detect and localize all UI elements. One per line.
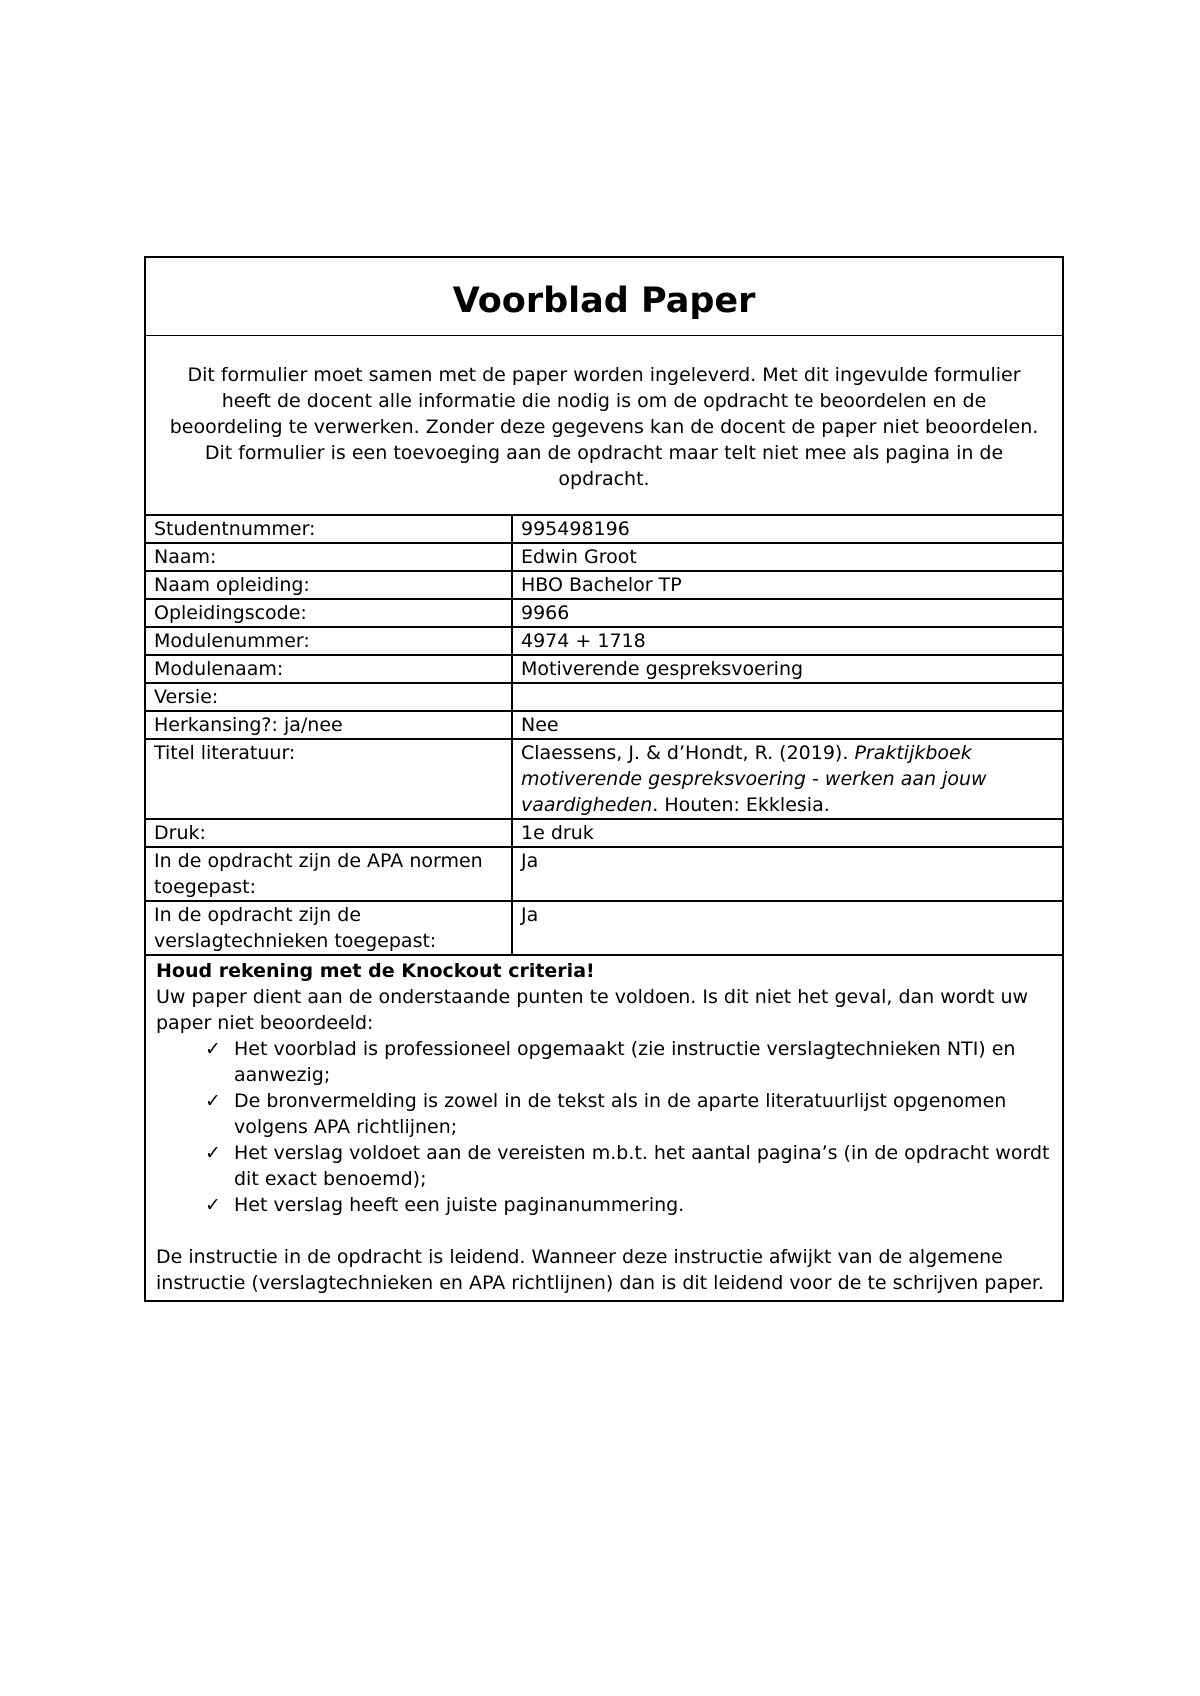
field-label-studentnummer: Studentnummer: — [146, 516, 512, 543]
table-row — [146, 571, 1062, 599]
field-value-studentnummer: 995498196 — [512, 516, 1062, 543]
field-label-modulenummer: Modulenummer: — [146, 627, 512, 655]
list-item-text: De bronvermelding is zowel in de tekst als in de aparte literatuurlijst opgenomen volgens APA richtlijnen; — [234, 1090, 1007, 1138]
table-row — [146, 599, 1062, 627]
field-label-modulenaam: Modulenaam: — [146, 655, 512, 683]
knockout-intro: Uw paper dient aan de onderstaande punten te voldoen. Is dit niet het geval, dan wordt uw paper niet beoordeeld: — [156, 986, 1029, 1034]
page-title: Voorblad Paper — [452, 280, 756, 321]
field-label-herkansing: Herkansing?: ja/nee — [146, 711, 512, 739]
literature-book-title: Praktijkboek motiverende gespreksvoering - werken aan jouw vaardigheden — [521, 742, 987, 816]
list-item — [202, 1036, 1054, 1088]
field-value-naam: Edwin Groot — [512, 543, 1062, 571]
knockout-list — [156, 1036, 1054, 1218]
field-value-modulenaam: Motiverende gespreksvoering — [512, 655, 1062, 683]
field-label-opleidingscode: Opleidingscode: — [146, 599, 512, 627]
literature-authors: Claessens, J. & d’Hondt, R. (2019). — [521, 742, 855, 764]
table-row — [146, 516, 1062, 543]
field-label-verslagtechnieken: In de opdracht zijn de verslagtechnieken toegepast: — [146, 901, 512, 955]
field-value-herkansing: Nee — [512, 711, 1062, 739]
list-item-text: Het voorblad is professioneel opgemaakt (zie instructie verslagtechnieken NTI) en aanwezig; — [234, 1038, 1016, 1086]
table-row — [146, 819, 1062, 847]
table-row — [146, 739, 1062, 819]
list-item — [202, 1192, 1054, 1218]
knockout-heading: Houd rekening met de Knockout criteria! — [156, 960, 595, 982]
field-value-druk: 1e druk — [512, 819, 1062, 847]
field-value-opleidingscode: 9966 — [512, 599, 1062, 627]
list-item — [202, 1140, 1054, 1192]
table-row — [146, 901, 1062, 955]
field-value-titel-literatuur — [512, 739, 1062, 819]
intro-paragraph-1: Dit formulier moet samen met de paper worden ingeleverd. Met dit ingevulde formulier heeft de docent alle informatie die nodig is om de opdracht te beoordelen en de beoordeling te verwerken. Zonder deze gegevens kan de docent de paper niet beoordelen. — [169, 364, 1039, 438]
field-label-titel-literatuur: Titel literatuur: — [146, 739, 512, 819]
field-label-versie: Versie: — [146, 683, 512, 711]
cover-sheet-form — [144, 256, 1064, 1302]
field-label-naam: Naam: — [146, 543, 512, 571]
field-label-naam-opleiding: Naam opleiding: — [146, 571, 512, 599]
field-value-apa-normen: Ja — [512, 847, 1062, 901]
knockout-criteria-section — [146, 956, 1062, 1300]
table-row — [146, 627, 1062, 655]
checkmark-icon: ✓ — [205, 1038, 221, 1060]
table-row — [146, 655, 1062, 683]
field-value-versie — [512, 683, 1062, 711]
list-item-text: Het verslag heeft een juiste paginanummering. — [234, 1194, 685, 1216]
list-item-text: Het verslag voldoet aan de vereisten m.b.t. het aantal pagina’s (in de opdracht wordt dit exact benoemd); — [234, 1142, 1050, 1190]
list-item — [202, 1088, 1054, 1140]
field-value-modulenummer: 4974 + 1718 — [512, 627, 1062, 655]
student-info-table — [146, 516, 1062, 956]
intro-cell — [146, 336, 1062, 516]
checkmark-icon: ✓ — [205, 1194, 221, 1216]
checkmark-icon: ✓ — [205, 1142, 221, 1164]
field-label-druk: Druk: — [146, 819, 512, 847]
intro-paragraph-2: Dit formulier is een toevoeging aan de opdracht maar telt niet mee als pagina in de opdracht. — [204, 442, 1004, 490]
field-value-verslagtechnieken: Ja — [512, 901, 1062, 955]
field-value-naam-opleiding: HBO Bachelor TP — [512, 571, 1062, 599]
checkmark-icon: ✓ — [205, 1090, 221, 1112]
table-row — [146, 683, 1062, 711]
table-row — [146, 847, 1062, 901]
table-row — [146, 711, 1062, 739]
title-cell — [146, 258, 1062, 336]
knockout-closing: De instructie in de opdracht is leidend. Wanneer deze instructie afwijkt van de algemene instructie (verslagtechnieken en APA richtlijnen) dan is dit leidend voor de te schrijven paper. — [156, 1246, 1044, 1294]
table-row — [146, 543, 1062, 571]
field-label-apa-normen: In de opdracht zijn de APA normen toegepast: — [146, 847, 512, 901]
literature-publisher: . Houten: Ekklesia. — [652, 794, 830, 816]
